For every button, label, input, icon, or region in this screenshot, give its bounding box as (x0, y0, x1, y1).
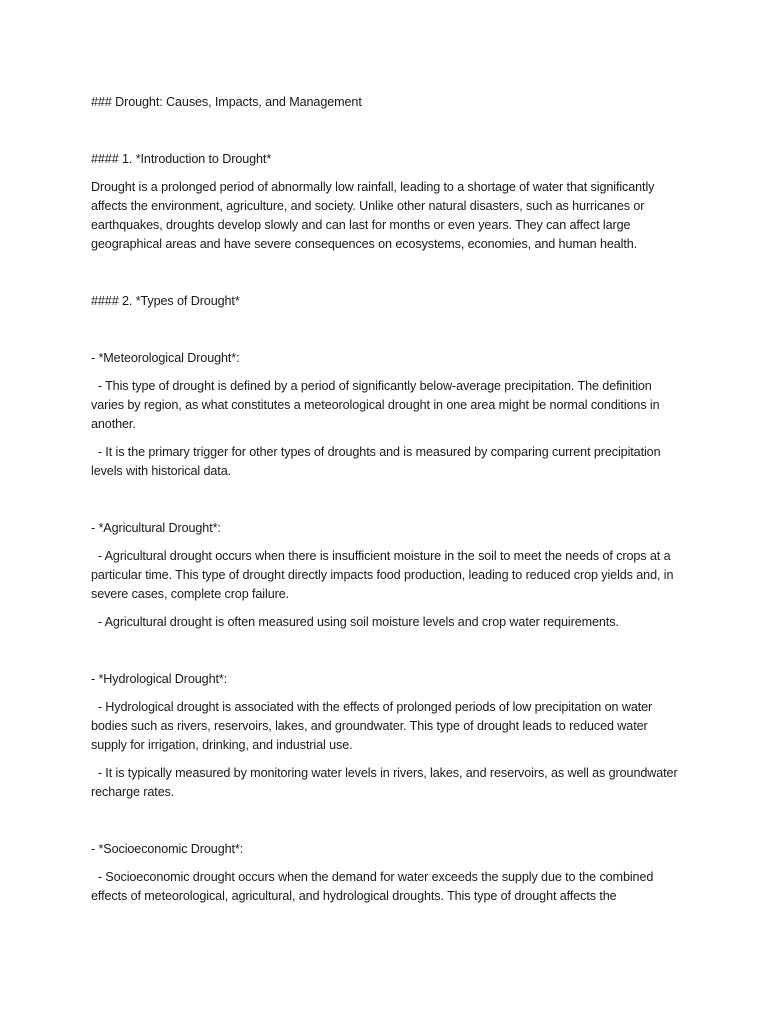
meteorological-point-1: - This type of drought is defined by a period of significantly below-average precipitation. The definition varies by region, as what constitutes a meteorological drought in one area might be normal conditions in another. (91, 379, 663, 431)
agricultural-drought-label: - *Agricultural Drought*: (91, 521, 221, 535)
hydrological-point-2: - It is typically measured by monitoring water levels in rivers, lakes, and reservoirs, as well as groundwater recharge rates. (91, 766, 681, 799)
socioeconomic-drought-label: - *Socioeconomic Drought*: (91, 842, 244, 856)
hydrological-point-1: - Hydrological drought is associated with the effects of prolonged periods of low precipitation on water bodies such as rivers, reservoirs, lakes, and groundwater. This type of drought leads to reduced water supply for irrigation, drinking, and industrial use. (91, 700, 656, 752)
section-heading-introduction: #### 1. *Introduction to Drought* (91, 152, 272, 166)
document-page (91, 93, 683, 915)
hydrological-drought-label: - *Hydrological Drought*: (91, 672, 228, 686)
section-heading-types: #### 2. *Types of Drought* (91, 294, 240, 308)
agricultural-point-2: - Agricultural drought is often measured using soil moisture levels and crop water requirements. (91, 615, 619, 629)
socioeconomic-point-1: - Socioeconomic drought occurs when the demand for water exceeds the supply due to the combined effects of meteorological, agricultural, and hydrological droughts. This type of drought affects the (91, 870, 657, 903)
agricultural-point-1: - Agricultural drought occurs when there is insufficient moisture in the soil to meet the needs of crops at a particular time. This type of drought directly impacts food production, leading to reduced crop yields and, in severe cases, complete crop failure. (91, 549, 677, 601)
meteorological-point-2: - It is the primary trigger for other types of droughts and is measured by comparing current precipitation levels with historical data. (91, 445, 664, 478)
meteorological-drought-label: - *Meteorological Drought*: (91, 351, 240, 365)
document-title: ### Drought: Causes, Impacts, and Management (91, 95, 362, 109)
introduction-paragraph: Drought is a prolonged period of abnormally low rainfall, leading to a shortage of water that significantly affects the environment, agriculture, and society. Unlike other natural disasters, such as hurricanes or earthquakes, droughts develop slowly and can last for months or even years. They can affect large geographical areas and have severe consequences on ecosystems, economies, and human health. (91, 180, 658, 251)
